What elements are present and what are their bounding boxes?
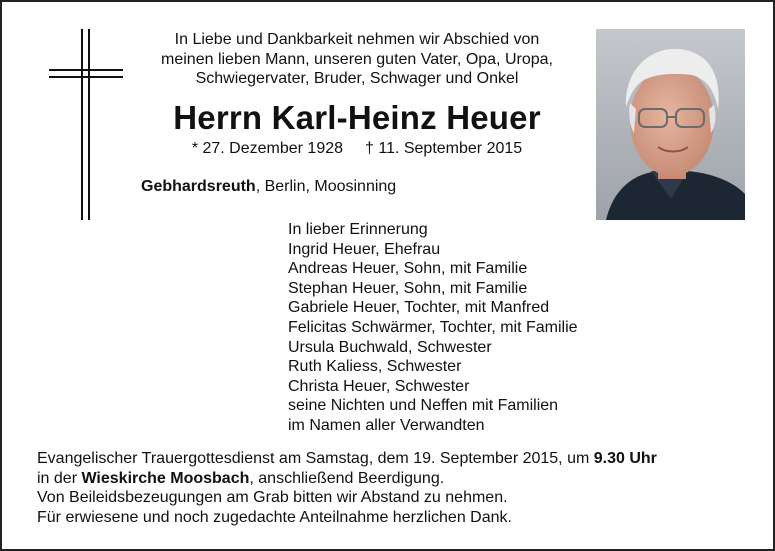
service-location: Wieskirche Moosbach [81, 469, 250, 487]
list-item: In lieber Erinnerung [288, 221, 428, 238]
list-item: Stephan Heuer, Sohn, mit Familie [288, 279, 528, 297]
place-primary: Gebhardsreuth [141, 178, 256, 195]
service-line: Von Beileidsbezeugungen am Grab bitten wir Abstand zu nehmen. [37, 489, 508, 506]
deceased-name: Herrn Karl-Heinz Heuer [173, 99, 541, 136]
service-info [37, 449, 657, 527]
service-text: , anschließend Beerdigung. [249, 469, 445, 487]
list-item: Christa Heuer, Schwester [288, 377, 470, 395]
places [141, 177, 396, 197]
mourners-list [288, 220, 578, 436]
list-item: Felicitas Schwärmer, Tochter, mit Familie [288, 318, 578, 336]
intro-text [132, 30, 582, 89]
list-item: Ingrid Heuer, Ehefrau [288, 240, 441, 258]
intro-line: Schwiegervater, Bruder, Schwager und Onkel [195, 70, 519, 87]
death-date: † 11. September 2015 [365, 140, 523, 157]
service-time: 9.30 Uhr [593, 450, 657, 467]
service-line [37, 449, 657, 469]
birth-date: * 27. Dezember 1928 [191, 140, 344, 157]
list-item: Ursula Buchwald, Schwester [288, 338, 492, 356]
portrait-photo [596, 29, 745, 220]
list-item: seine Nichten und Neffen mit Familien [288, 397, 559, 415]
list-item: Andreas Heuer, Sohn, mit Familie [288, 260, 528, 278]
life-dates [132, 139, 582, 159]
list-item: im Namen aller Verwandten [288, 416, 485, 434]
list-item: Gabriele Heuer, Tochter, mit Manfred [288, 299, 550, 317]
service-text: Evangelischer Trauergottesdienst am Samstag, dem 19. September 2015, um [37, 450, 594, 467]
intro-line: In Liebe und Dankbarkeit nehmen wir Abschied von [174, 31, 540, 48]
place-others: , Berlin, Moosinning [255, 178, 397, 195]
list-item: Ruth Kaliess, Schwester [288, 358, 462, 376]
intro-line: meinen lieben Mann, unseren guten Vater, Opa, Uropa, [161, 50, 553, 68]
service-line: Für erwiesene und noch zugedachte Anteilnahme herzlichen Dank. [37, 508, 512, 526]
service-text: in der [37, 469, 82, 487]
cross-icon [49, 29, 123, 220]
service-line [37, 469, 657, 489]
